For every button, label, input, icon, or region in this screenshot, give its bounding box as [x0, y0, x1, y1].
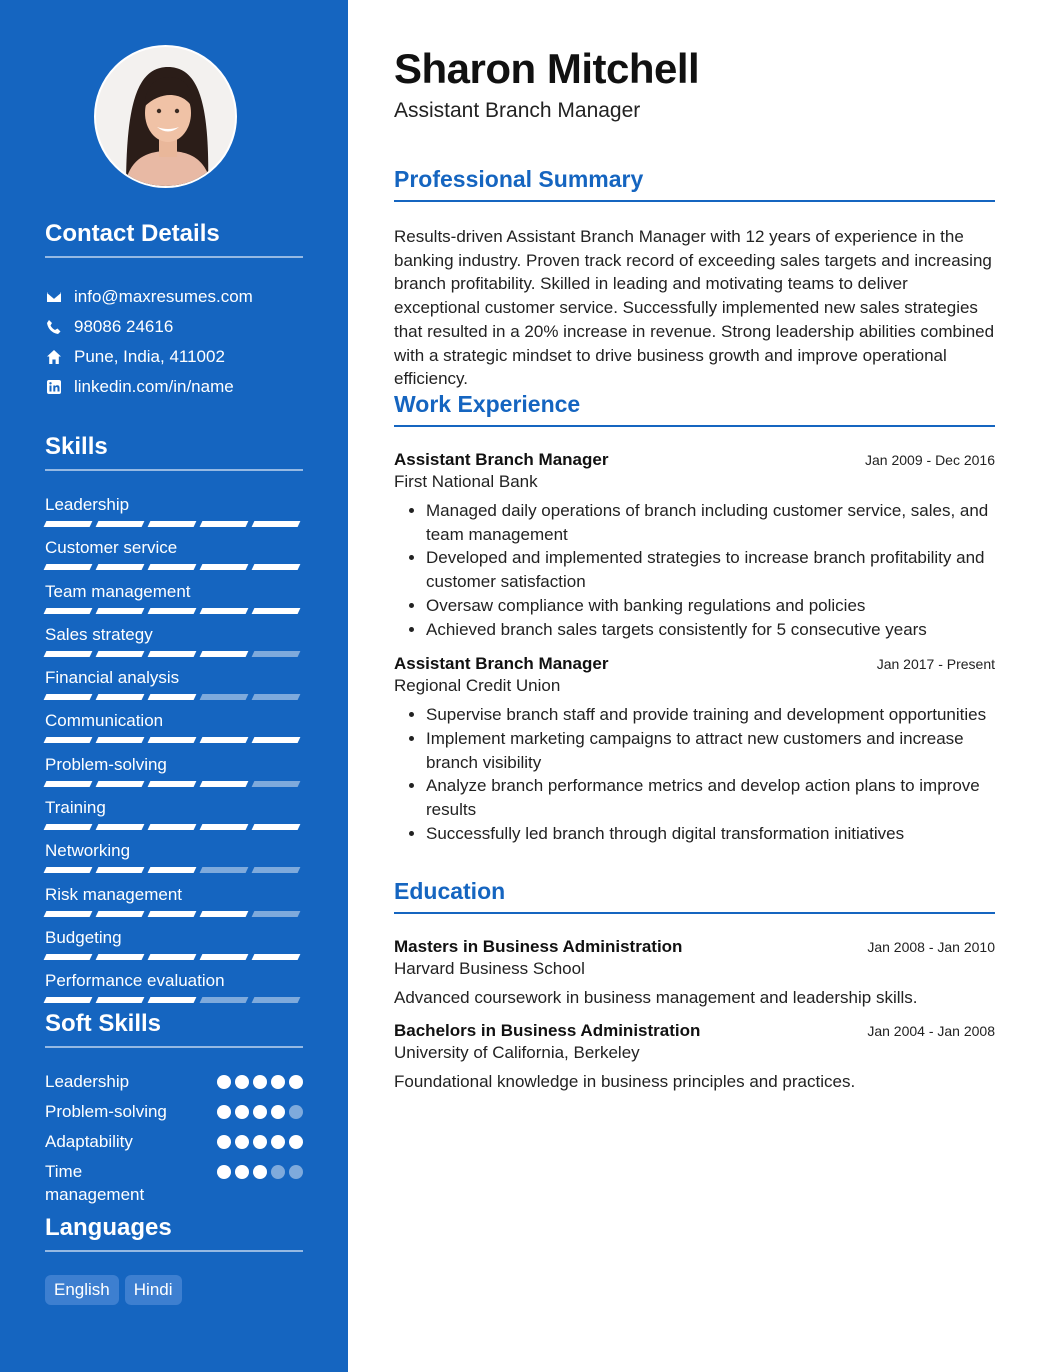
rating-dot-filled: [235, 1075, 249, 1089]
languages-section: [45, 1214, 303, 1305]
skill-segment-filled: [200, 737, 249, 743]
soft-skill-item: [45, 1100, 303, 1123]
language-pill: English: [45, 1275, 119, 1305]
languages-heading: Languages: [45, 1214, 303, 1252]
degree-title: Masters in Business Administration: [394, 937, 683, 956]
rating-dot-filled: [253, 1135, 267, 1149]
skill-segment-filled: [200, 651, 249, 657]
rating-dot-filled: [235, 1135, 249, 1149]
soft-skill-rating: [217, 1135, 303, 1149]
skill-segment-filled: [44, 521, 93, 527]
skill-segment-filled: [148, 997, 197, 1003]
soft-skills-section: [45, 1010, 303, 1213]
skill-label: Performance evaluation: [45, 971, 225, 991]
skill-label: Risk management: [45, 884, 183, 904]
skill-segment-empty: [252, 651, 301, 657]
soft-skill-label: Time management: [45, 1162, 145, 1204]
contact-address-text: Pune, India, 411002: [74, 347, 225, 366]
skill-segment-filled: [44, 694, 93, 700]
phone-icon: [45, 318, 63, 336]
bullet-item: • Analyze branch performance metrics and develop action plans to improve results: [426, 774, 995, 821]
skill-segment-filled: [96, 564, 145, 570]
contact-phone[interactable]: [45, 312, 303, 342]
skill-label: Problem-solving: [45, 754, 167, 774]
contact-section: [45, 220, 303, 402]
skill-item: [45, 581, 303, 624]
skill-segment-filled: [96, 781, 145, 787]
experience-entry: [394, 450, 995, 641]
skill-segment-filled: [200, 911, 249, 917]
skills-heading: Skills: [45, 433, 303, 471]
soft-skill-rating: [217, 1105, 303, 1119]
skill-label: Team management: [45, 581, 191, 601]
skill-segment-filled: [200, 954, 249, 960]
skill-segment-filled: [200, 521, 249, 527]
experience-section: [394, 391, 995, 845]
degree-title: Bachelors in Business Administration: [394, 1021, 701, 1040]
summary-section: [394, 166, 995, 391]
rating-dot-filled: [271, 1105, 285, 1119]
skill-label: Communication: [45, 711, 164, 731]
profile-photo: [96, 47, 237, 188]
entry-header: [394, 1021, 995, 1041]
skill-segment-filled: [148, 824, 197, 830]
skill-segment-filled: [96, 997, 145, 1003]
skill-segment-filled: [96, 824, 145, 830]
skills-list: [45, 494, 303, 1014]
summary-heading: Professional Summary: [394, 166, 995, 202]
soft-skill-label: Adaptability: [45, 1132, 133, 1151]
skill-label: Networking: [45, 841, 131, 861]
skill-label: Training: [45, 798, 106, 818]
skill-item: [45, 710, 303, 753]
avatar: [94, 45, 237, 188]
skill-segment-filled: [44, 911, 93, 917]
contact-list: [45, 282, 303, 402]
contact-linkedin-text: linkedin.com/in/name: [74, 377, 234, 396]
school-name: Harvard Business School: [394, 959, 585, 978]
contact-heading: Contact Details: [45, 220, 303, 258]
skill-segment-filled: [96, 694, 145, 700]
skill-label: Leadership: [45, 495, 130, 514]
skill-item: [45, 754, 303, 797]
soft-skill-item: [45, 1160, 303, 1206]
skill-segment-filled: [44, 997, 93, 1003]
skill-level-bar: [45, 521, 303, 527]
skill-segment-filled: [200, 824, 249, 830]
education-heading: Education: [394, 878, 995, 914]
skill-segment-filled: [148, 954, 197, 960]
skill-segment-filled: [252, 737, 301, 743]
rating-dot-empty: [271, 1165, 285, 1179]
skill-segment-filled: [96, 867, 145, 873]
candidate-role: Assistant Branch Manager: [394, 99, 641, 122]
skill-segment-filled: [44, 824, 93, 830]
candidate-name: Sharon Mitchell: [394, 45, 700, 92]
skill-segment-filled: [96, 521, 145, 527]
skill-level-bar: [45, 781, 303, 787]
linkedin-icon: [45, 378, 63, 396]
skill-segment-filled: [148, 608, 197, 614]
job-title: Assistant Branch Manager: [394, 654, 609, 674]
bullet-item: • Implement marketing campaigns to attract new customers and increase branch visibility: [426, 727, 995, 774]
skill-segment-filled: [44, 781, 93, 787]
entry-header: [394, 450, 995, 470]
entry-header: [394, 937, 995, 957]
skill-segment-filled: [148, 694, 197, 700]
skill-level-bar: [45, 651, 303, 657]
rating-dot-filled: [235, 1105, 249, 1119]
skill-segment-filled: [148, 781, 197, 787]
skill-label: Financial analysis: [45, 668, 180, 688]
soft-skills-list: [45, 1070, 303, 1206]
skill-segment-filled: [96, 651, 145, 657]
rating-dot-filled: [217, 1105, 231, 1119]
skill-segment-filled: [148, 521, 197, 527]
skill-level-bar: [45, 824, 303, 830]
entry-header: [394, 654, 995, 674]
skill-level-bar: [45, 997, 303, 1003]
rating-dot-filled: [253, 1165, 267, 1179]
rating-dot-filled: [289, 1075, 303, 1089]
job-bullets: [426, 499, 995, 641]
skill-label: Sales strategy: [45, 624, 153, 644]
skill-segment-empty: [200, 694, 249, 700]
bullet-item: • Supervise branch staff and provide training and development opportunities: [426, 703, 995, 727]
rating-dot-filled: [271, 1135, 285, 1149]
skill-segment-empty: [252, 694, 301, 700]
skill-segment-filled: [252, 521, 301, 527]
job-bullets: [426, 703, 995, 845]
skill-segment-empty: [252, 911, 301, 917]
contact-linkedin[interactable]: [45, 372, 303, 402]
rating-dot-empty: [289, 1105, 303, 1119]
soft-skill-label: Leadership: [45, 1072, 130, 1091]
skill-level-bar: [45, 608, 303, 614]
skill-item: [45, 797, 303, 840]
contact-phone-text: 98086 24616: [74, 317, 174, 336]
skill-label: Customer service: [45, 538, 178, 558]
skill-level-bar: [45, 911, 303, 917]
job-title: Assistant Branch Manager: [394, 450, 609, 469]
home-icon: [45, 348, 63, 366]
skill-segment-filled: [200, 608, 249, 614]
education-description: Advanced coursework in business management and leadership skills.: [394, 988, 918, 1007]
company-name: First National Bank: [394, 472, 538, 491]
rating-dot-filled: [253, 1105, 267, 1119]
soft-skill-item: [45, 1070, 303, 1093]
sidebar: [0, 0, 348, 1372]
school-name: University of California, Berkeley: [394, 1043, 640, 1062]
education-description: Foundational knowledge in business principles and practices.: [394, 1072, 856, 1091]
summary-text: Results-driven Assistant Branch Manager with 12 years of experience in the banking industry. Proven track record of exceeding sales targets and increasing branch profitability. Skilled in leading and motivating teams to deliver exceptional customer service. Successfully implemented new sales strategies that resulted in a 20% increase in revenue. Strong leadership abilities combined with a strategic mindset to drive business growth and improve operational efficiency.: [394, 227, 995, 389]
skill-segment-filled: [44, 737, 93, 743]
contact-email-text: info@maxresumes.com: [74, 287, 253, 306]
skill-level-bar: [45, 867, 303, 873]
skill-item: [45, 884, 303, 927]
skill-level-bar: [45, 694, 303, 700]
skill-segment-filled: [148, 651, 197, 657]
rating-dot-filled: [217, 1135, 231, 1149]
skill-item: [45, 970, 303, 1013]
rating-dot-filled: [271, 1075, 285, 1089]
skill-segment-empty: [200, 997, 249, 1003]
bullet-item: • Achieved branch sales targets consistently for 5 consecutive years: [426, 618, 995, 642]
skill-segment-empty: [252, 867, 301, 873]
experience-entry: [394, 654, 995, 845]
education-entry: [394, 937, 995, 1008]
skill-segment-filled: [44, 867, 93, 873]
rating-dot-filled: [289, 1135, 303, 1149]
skill-segment-empty: [252, 781, 301, 787]
skill-item: [45, 840, 303, 883]
rating-dot-filled: [253, 1075, 267, 1089]
skill-item: [45, 667, 303, 710]
email-icon: [45, 288, 63, 306]
job-dates: Jan 2017 - Present: [876, 656, 995, 673]
skill-segment-filled: [44, 564, 93, 570]
skill-segment-filled: [200, 781, 249, 787]
skill-item: [45, 494, 303, 537]
skill-segment-filled: [148, 911, 197, 917]
skill-segment-filled: [96, 737, 145, 743]
rating-dot-empty: [289, 1165, 303, 1179]
experience-heading: Work Experience: [394, 391, 995, 427]
skill-segment-filled: [148, 867, 197, 873]
skill-segment-filled: [200, 564, 249, 570]
skill-segment-filled: [252, 608, 301, 614]
skill-label: Budgeting: [45, 927, 122, 947]
contact-email[interactable]: [45, 282, 303, 312]
skill-item: [45, 624, 303, 667]
skill-segment-empty: [252, 997, 301, 1003]
skill-segment-empty: [200, 867, 249, 873]
soft-skill-rating: [217, 1075, 303, 1089]
contact-address: [45, 342, 303, 372]
rating-dot-filled: [217, 1075, 231, 1089]
soft-skill-label: Problem-solving: [45, 1102, 167, 1121]
bullet-item: • Managed daily operations of branch including customer service, sales, and team management: [426, 499, 995, 546]
skill-segment-filled: [148, 564, 197, 570]
education-entry: [394, 1021, 995, 1092]
skill-segment-filled: [44, 608, 93, 614]
skill-level-bar: [45, 737, 303, 743]
skill-level-bar: [45, 564, 303, 570]
skill-segment-filled: [148, 737, 197, 743]
degree-dates: Jan 2004 - Jan 2008: [867, 1023, 995, 1039]
bullet-item: • Successfully led branch through digital transformation initiatives: [426, 822, 995, 846]
skills-section: [45, 433, 303, 1014]
skill-segment-filled: [252, 564, 301, 570]
skill-segment-filled: [44, 651, 93, 657]
skill-segment-filled: [96, 608, 145, 614]
soft-skill-item: [45, 1130, 303, 1153]
soft-skill-rating: [217, 1165, 303, 1179]
skill-segment-filled: [252, 824, 301, 830]
job-dates: Jan 2009 - Dec 2016: [865, 452, 995, 468]
skill-item: [45, 537, 303, 580]
skill-segment-filled: [96, 954, 145, 960]
rating-dot-filled: [235, 1165, 249, 1179]
rating-dot-filled: [217, 1165, 231, 1179]
company-name: Regional Credit Union: [394, 676, 561, 696]
skill-segment-filled: [44, 954, 93, 960]
soft-skills-heading: Soft Skills: [45, 1010, 303, 1048]
languages-list: [45, 1275, 303, 1305]
bullet-item: • Developed and implemented strategies to increase branch profitability and customer satisfaction: [426, 546, 995, 593]
bullet-item: • Oversaw compliance with banking regulations and policies: [426, 594, 995, 618]
skill-segment-filled: [96, 911, 145, 917]
skill-segment-filled: [252, 954, 301, 960]
education-section: [394, 878, 995, 1092]
language-pill: Hindi: [125, 1275, 182, 1305]
skill-item: [45, 927, 303, 970]
degree-dates: Jan 2008 - Jan 2010: [867, 939, 995, 955]
skill-level-bar: [45, 954, 303, 960]
